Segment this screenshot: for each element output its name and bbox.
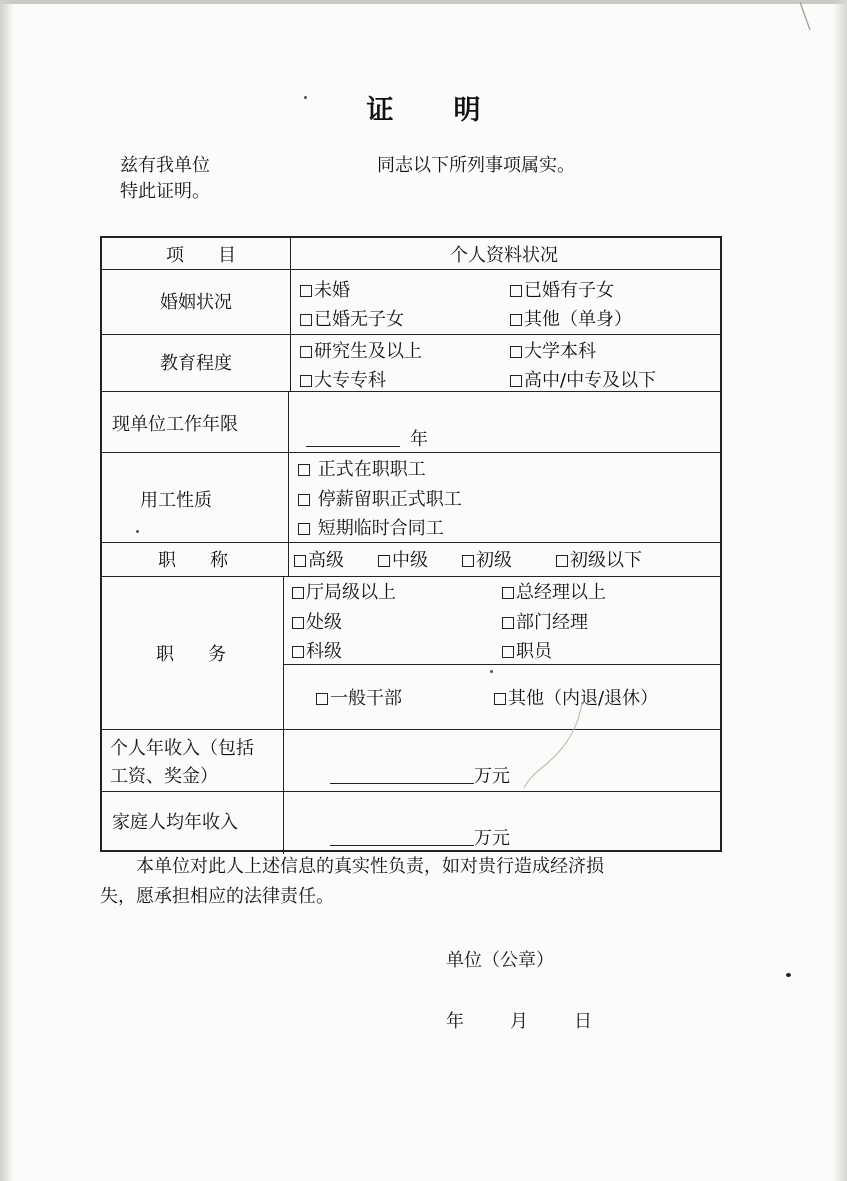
checkbox-below-junior[interactable]: 初级以下 xyxy=(556,552,642,570)
checkbox-intermediate[interactable]: 中级 xyxy=(378,552,428,570)
scan-speck xyxy=(304,96,307,99)
checkbox-icon[interactable] xyxy=(300,375,312,387)
header-status: 个人资料状况 xyxy=(450,245,558,266)
table-rule xyxy=(102,269,722,270)
label-employment: 用工性质 xyxy=(140,490,212,511)
table-divider xyxy=(288,391,289,577)
label-annual-income-1: 个人年收入（包括 xyxy=(110,738,254,759)
table-rule xyxy=(283,664,722,665)
label-annual-income-2: 工资、奖金） xyxy=(110,766,218,787)
checkbox-icon[interactable] xyxy=(494,693,506,705)
checkbox-staff[interactable]: 职员 xyxy=(502,643,552,661)
checkbox-icon[interactable] xyxy=(292,617,304,629)
scan-speck xyxy=(490,670,493,673)
intro-line1-right: 同志以下所列事项属实。 xyxy=(377,155,575,176)
checkbox-unpaid-leave[interactable]: 停薪留职正式职工 xyxy=(298,491,462,509)
checkbox-temporary[interactable]: 短期临时合同工 xyxy=(298,520,444,538)
household-income-blank[interactable] xyxy=(330,845,474,846)
checkbox-icon[interactable] xyxy=(510,375,522,387)
annual-income-field[interactable]: 万元 xyxy=(330,768,510,786)
tenure-blank[interactable] xyxy=(306,446,400,447)
checkbox-bachelor[interactable]: 大学本科 xyxy=(510,343,596,361)
table-rule xyxy=(102,452,722,453)
checkbox-icon[interactable] xyxy=(292,646,304,658)
tenure-field[interactable]: 年 xyxy=(306,431,428,449)
checkbox-dept-manager[interactable]: 部门经理 xyxy=(502,614,588,632)
checkbox-fulltime[interactable]: 正式在职职工 xyxy=(298,461,426,479)
intro-line2: 特此证明。 xyxy=(120,181,210,202)
checkbox-marital-other[interactable]: 其他（单身） xyxy=(510,311,632,329)
table-rule xyxy=(102,791,722,792)
checkbox-section-level[interactable]: 科级 xyxy=(292,643,342,661)
label-marital: 婚姻状况 xyxy=(160,292,232,313)
table-rule xyxy=(102,729,722,730)
scan-speck xyxy=(136,530,139,533)
seal-label: 单位（公章） xyxy=(446,950,554,971)
checkbox-position-other[interactable]: 其他（内退/退休） xyxy=(494,690,658,708)
checkbox-icon[interactable] xyxy=(510,314,522,326)
checkbox-icon[interactable] xyxy=(502,617,514,629)
scan-shadow-right xyxy=(833,0,847,1181)
date-line: 年 月 日 xyxy=(446,1011,592,1032)
checkbox-icon[interactable] xyxy=(378,555,390,567)
scan-edge xyxy=(0,0,847,4)
table-rule xyxy=(102,391,722,392)
checkbox-icon[interactable] xyxy=(292,587,304,599)
checkbox-icon[interactable] xyxy=(510,346,522,358)
statement-line1: 本单位对此人上述信息的真实性负责，如对贵行造成经济损 xyxy=(136,856,604,877)
checkbox-icon[interactable] xyxy=(300,285,312,297)
checkbox-icon[interactable] xyxy=(502,646,514,658)
checkbox-icon[interactable] xyxy=(556,555,568,567)
checkbox-junior[interactable]: 初级 xyxy=(462,552,512,570)
checkbox-postgraduate[interactable]: 研究生及以上 xyxy=(300,343,422,361)
checkbox-icon[interactable] xyxy=(298,464,310,476)
info-table xyxy=(100,236,722,852)
label-education: 教育程度 xyxy=(160,353,232,374)
checkbox-icon[interactable] xyxy=(300,346,312,358)
checkbox-icon[interactable] xyxy=(298,523,310,535)
checkbox-unmarried[interactable]: 未婚 xyxy=(300,282,350,300)
checkbox-icon[interactable] xyxy=(300,314,312,326)
label-position: 职 务 xyxy=(156,644,226,665)
checkbox-highschool[interactable]: 高中/中专及以下 xyxy=(510,372,656,390)
checkbox-bureau-level[interactable]: 厅局级以上 xyxy=(292,584,396,602)
scan-speck xyxy=(786,973,791,977)
checkbox-division-level[interactable]: 处级 xyxy=(292,614,342,632)
label-household-income: 家庭人均年收入 xyxy=(112,812,238,833)
header-item: 项 目 xyxy=(166,245,236,266)
table-rule xyxy=(102,576,722,577)
checkbox-college[interactable]: 大专专科 xyxy=(300,372,386,390)
checkbox-senior[interactable]: 高级 xyxy=(294,552,344,570)
checkbox-icon[interactable] xyxy=(502,587,514,599)
checkbox-icon[interactable] xyxy=(510,285,522,297)
label-tenure: 现单位工作年限 xyxy=(112,414,238,435)
paper-crease xyxy=(790,0,830,40)
table-divider xyxy=(290,238,291,392)
checkbox-married-with-children[interactable]: 已婚有子女 xyxy=(510,282,614,300)
annual-income-blank[interactable] xyxy=(330,783,474,784)
checkbox-icon[interactable] xyxy=(298,494,310,506)
checkbox-married-no-children[interactable]: 已婚无子女 xyxy=(300,311,404,329)
checkbox-general-cadre[interactable]: 一般干部 xyxy=(316,690,402,708)
checkbox-icon[interactable] xyxy=(316,693,328,705)
checkbox-general-manager[interactable]: 总经理以上 xyxy=(502,584,606,602)
scan-shadow-left xyxy=(0,0,14,1181)
statement-line2: 失，愿承担相应的法律责任。 xyxy=(100,886,334,907)
table-divider xyxy=(283,576,284,854)
checkbox-icon[interactable] xyxy=(462,555,474,567)
paper-crease xyxy=(520,700,590,790)
household-income-field[interactable]: 万元 xyxy=(330,830,510,848)
checkbox-icon[interactable] xyxy=(294,555,306,567)
intro-line1-left: 兹有我单位 xyxy=(120,155,210,176)
label-title-rank: 职 称 xyxy=(158,550,228,571)
table-rule xyxy=(102,334,722,335)
table-rule xyxy=(102,542,722,543)
document-title: 证 明 xyxy=(366,95,481,126)
